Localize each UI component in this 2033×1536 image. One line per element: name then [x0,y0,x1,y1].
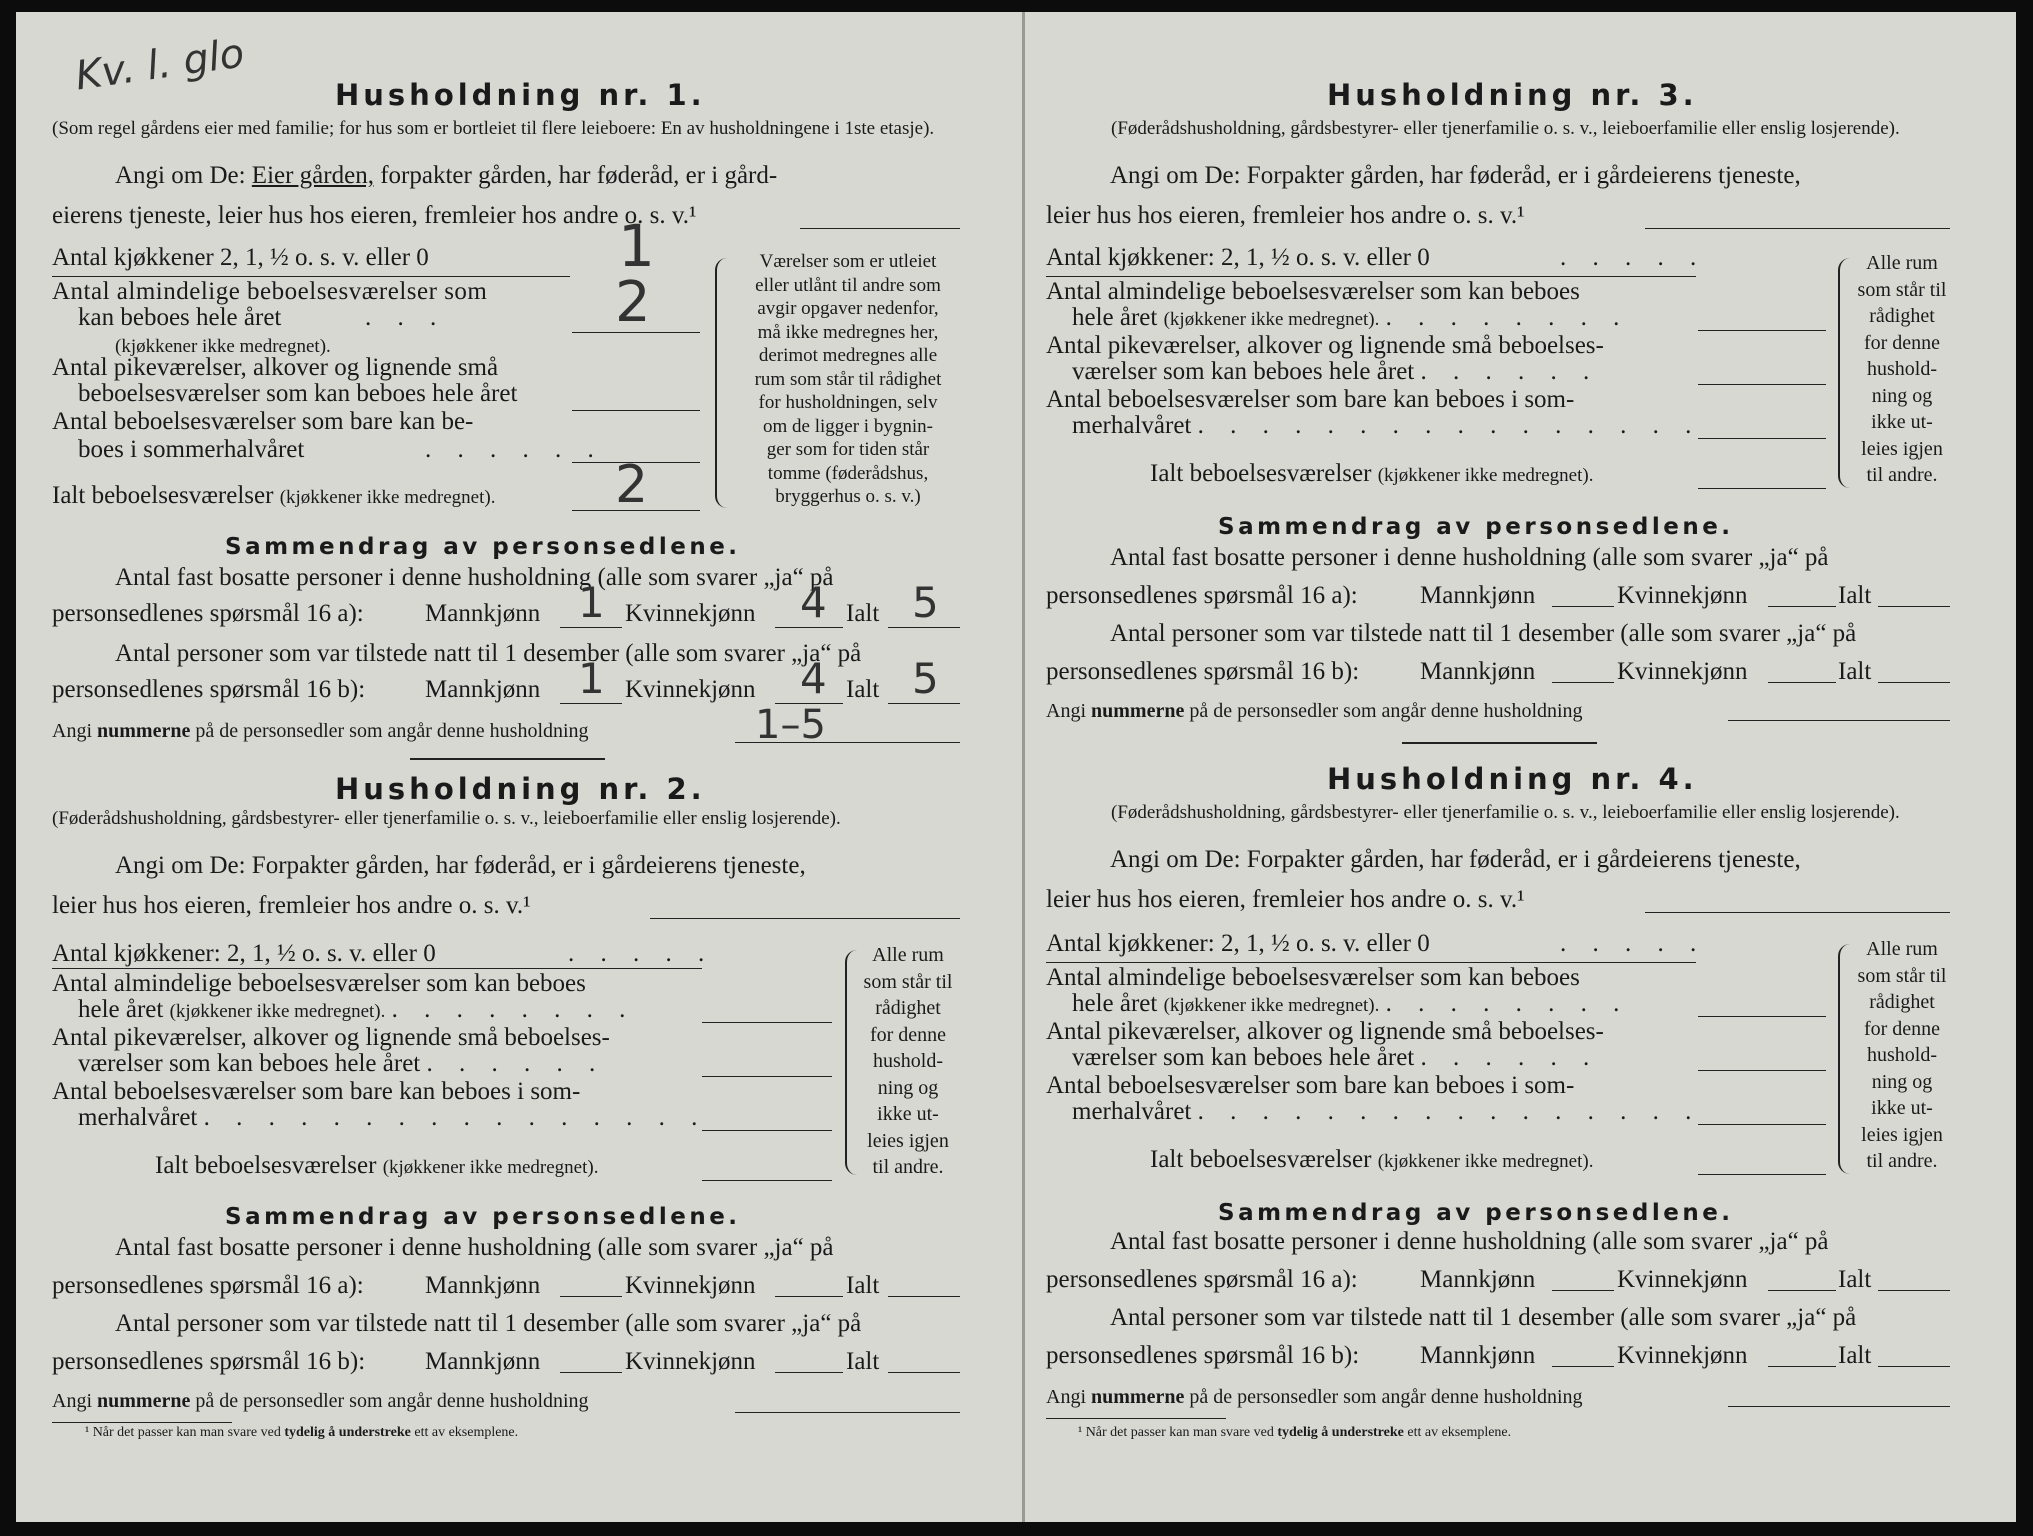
h3-side-line: til andre. [1866,464,1938,486]
h1-total-label [52,482,495,510]
h3-side-note [1842,250,1962,489]
h3-question-line1: Angi om De: Forpakter gården, har føderåd, er i gårdeierens tjeneste, [1110,162,1801,189]
h2-side-note [848,942,968,1181]
h3-resident-label-a: Antal fast bosatte personer i denne husholdning (alle som svarer „ja“ på [1110,544,1829,571]
h2-resident-male-label: Mannkjønn [425,1272,541,1299]
h3-note: (Føderådshusholdning, gårdsbestyrer- eller tjenerfamilie o. s. v., leieboerfamilie eller enslig losjerende). [1111,118,1900,139]
h2-note: (Føderådshusholdning, gårdsbestyrer- eller tjenerfamilie o. s. v., leieboerfamilie eller enslig losjerende). [52,808,841,829]
h4-question-line2: leier hus hos eieren, fremleier hos andre o. s. v.¹ [1046,886,1525,913]
h3-present-label-a: Antal personer som var tilstede natt til 1 desember (alle som svarer „ja“ på [1110,620,1857,647]
h1-rooms-label-c: (kjøkkener ikke medregnet). [115,336,331,357]
h4-maid-rooms-label-a: Antal pikeværelser, alkover og lignende små beboelses- [1046,1018,1604,1045]
h3-numbers-b: nummerne [1091,700,1185,722]
h1-rooms-label-b: kan beboes hele året [78,304,282,331]
h3-resident-label-b: personsedlenes spørsmål 16 a): [1046,582,1358,609]
h3-summer-dots: . . . . . . . . . . . . . . . . [1197,412,1702,439]
h2-present-male-line [560,1372,622,1373]
h1-maid-rooms-label-b: beboelsesværelser som kan beboes hele året [78,380,518,407]
h4-present-female-line [1768,1366,1836,1367]
footnote-left-c: ett av eksemplene. [414,1425,519,1440]
h3-numbers-c: på de personsedler som angår denne husholdning [1189,700,1583,722]
h2-side-line: ikke ut- [877,1103,939,1125]
h1-question-line2: eierens tjeneste, leier hus hos eieren, fremleier hos andre o. s. v.¹ [52,202,697,229]
h1-resident-total-label: Ialt [846,600,880,627]
h1-present-female-label: Kvinnekjønn [625,676,756,703]
h2-numbers-a: Angi [52,1390,92,1412]
h3-resident-female-label: Kvinnekjønn [1617,582,1748,609]
h2-numbers-label [52,1390,589,1413]
h4-summer-rooms-label-b [1072,1098,1701,1126]
h4-present-total-label: Ialt [1838,1342,1872,1369]
h2-rooms-c: (kjøkkener ikke medregnet). [169,1001,386,1022]
h3-maid-rooms-label-b [1072,358,1599,386]
h4-side-note [1842,936,1962,1175]
h2-question-answer-line [650,918,960,919]
h2-maid-b: værelser som kan beboes hele året [78,1050,421,1077]
h3-side-line: ning og [1871,384,1933,407]
footnote-left [85,1425,518,1441]
h4-resident-label-a: Antal fast bosatte personer i denne husholdning (alle som svarer „ja“ på [1110,1228,1829,1255]
h4-side-line: som står til [1857,964,1947,987]
h2-side-line: som står til [863,970,953,993]
h3-present-male-label: Mannkjønn [1420,658,1536,685]
h1-total-text: Ialt beboelsesværelser [52,482,274,509]
h3-total-label [1150,460,1593,488]
h2-kitchens-label: Antal kjøkkener: 2, 1, ½ o. s. v. eller 0 [52,940,436,967]
h1-resident-label-b: personsedlenes spørsmål 16 a): [52,600,364,627]
h2-resident-label-b: personsedlenes spørsmål 16 a): [52,1272,364,1299]
h4-numbers-label [1046,1386,1583,1409]
h1-resident-female-line [775,627,843,628]
h2-side-line: hushold- [873,1050,943,1072]
h1-rooms-label-a: Antal almindelige beboelsesværelser som [52,278,488,305]
h3-side-line: for denne [1863,331,1941,354]
h3-maid-dots: . . . . . . [1420,358,1600,385]
h3-end-rule [1402,742,1597,744]
h3-summary-title: Sammendrag av personsedlene. [1218,514,1734,540]
h3-numbers-line [1728,720,1950,721]
h3-question-line2: leier hus hos eieren, fremleier hos andre o. s. v.¹ [1046,202,1525,229]
h2-numbers-c: på de personsedler som angår denne husholdning [195,1390,589,1412]
h4-rooms-label-b [1072,990,1629,1018]
h1-present-male-value: 1 [578,654,605,703]
h4-present-male-line [1552,1366,1614,1367]
h2-numbers-b: nummerne [97,1390,191,1412]
h3-summer-rooms-label-a: Antal beboelsesværelser som bare kan beboes i som- [1046,386,1575,413]
h1-present-total-label: Ialt [846,676,880,703]
h4-summer-b: merhalvåret [1072,1098,1192,1125]
h1-summer-rooms-label-a: Antal beboelsesværelser som bare kan be- [52,408,474,435]
h3-title: Husholdning nr. 3. [1327,78,1698,112]
h2-resident-total-label: Ialt [846,1272,880,1299]
h3-rooms-b: hele året [1072,304,1158,331]
h4-numbers-line [1728,1406,1950,1407]
h2-side-line: til andre. [872,1156,944,1178]
h4-summer-rooms-label-a: Antal beboelsesværelser som bare kan beboes i som- [1046,1072,1575,1099]
h2-resident-female-line [775,1296,843,1297]
h4-total-line [1698,1174,1826,1175]
h2-title: Husholdning nr. 2. [335,772,706,806]
h1-side-line: for husholdningen, selv [758,392,938,413]
h1-numbers-c: på de personsedler som angår denne husholdning [195,720,589,742]
h3-maid-rooms-line [1698,384,1826,385]
h4-rooms-label-a: Antal almindelige beboelsesværelser som kan beboes [1046,964,1580,991]
h1-kitchens-value: 1 [618,212,655,280]
h3-resident-male-line [1552,606,1614,607]
h2-kitchens-dots: . . . . . [568,940,715,967]
footnote-right-c: ett av eksemplene. [1407,1425,1512,1440]
h2-side-line: leies igjen [867,1129,949,1152]
h2-present-male-label: Mannkjønn [425,1348,541,1375]
h1-resident-total-value: 5 [912,578,939,627]
h3-present-female-label: Kvinnekjønn [1617,658,1748,685]
h1-present-label-a: Antal personer som var tilstede natt til 1 desember (alle som svarer „ja“ på [115,640,862,667]
h3-side-line: som står til [1857,278,1947,301]
h2-side-line: ning og [877,1076,939,1099]
h3-present-label-b: personsedlenes spørsmål 16 b): [1046,658,1360,685]
h1-resident-female-value: 4 [800,578,827,627]
h1-side-line: bryggerhus o. s. v.) [775,486,921,507]
h3-maid-rooms-label-a: Antal pikeværelser, alkover og lignende små beboelses- [1046,332,1604,359]
h1-rooms-dots: . . . [365,304,447,331]
h4-numbers-a: Angi [1046,1386,1086,1408]
h2-summer-rooms-line [702,1130,832,1131]
h1-resident-label-a: Antal fast bosatte personer i denne husholdning (alle som svarer „ja“ på [115,564,834,591]
h4-rooms-dots: . . . . . . . . [1385,990,1630,1017]
h2-summer-rooms-label-b [78,1104,707,1132]
h1-kitchens-label: Antal kjøkkener 2, 1, ½ o. s. v. eller 0 [52,244,429,271]
h4-resident-label-b: personsedlenes spørsmål 16 a): [1046,1266,1358,1293]
h1-resident-total-line [888,627,960,628]
h1-rooms-value: 2 [615,270,651,335]
footnote-left-b: tydelig å understreke [284,1425,411,1440]
h4-present-label-b: personsedlenes spørsmål 16 b): [1046,1342,1360,1369]
h4-side-line: hushold- [1867,1044,1937,1066]
h4-present-total-line [1878,1366,1950,1367]
h3-rooms-label-a: Antal almindelige beboelsesværelser som kan beboes [1046,278,1580,305]
h1-kitchens-line [52,276,570,277]
handwritten-note: Kv. l. glo [72,30,247,100]
h4-side-line: Alle rum [1866,938,1938,960]
h4-total-label [1150,1146,1593,1174]
h4-title: Husholdning nr. 4. [1327,762,1698,796]
h3-present-total-label: Ialt [1838,658,1872,685]
h3-rooms-c: (kjøkkener ikke medregnet). [1163,309,1380,330]
h2-numbers-line [735,1412,960,1413]
h1-resident-male-value: 1 [578,578,605,627]
h3-side-line: Alle rum [1866,252,1938,274]
h1-present-label-b: personsedlenes spørsmål 16 b): [52,676,366,703]
h4-resident-male-line [1552,1290,1614,1291]
h4-present-label-a: Antal personer som var tilstede natt til 1 desember (alle som svarer „ja“ på [1110,1304,1857,1331]
h4-maid-dots: . . . . . . [1420,1044,1600,1071]
h4-kitchens-label: Antal kjøkkener: 2, 1, ½ o. s. v. eller 0 [1046,930,1430,957]
h1-maid-rooms-label-a: Antal pikeværelser, alkover og lignende små [52,354,499,381]
h4-question-answer-line [1645,912,1950,913]
h1-side-line: eller utlånt til andre som [755,274,941,296]
h1-side-line: rum som står til rådighet [754,368,942,390]
h4-resident-female-line [1768,1290,1836,1291]
h2-maid-rooms-label-b [78,1050,605,1078]
h3-present-total-line [1878,682,1950,683]
h1-end-rule [410,758,605,760]
footnote-right-b: tydelig å understreke [1277,1425,1404,1440]
h1-question-b: forpakter gården, har føderåd, er i gård- [380,162,778,189]
h4-maid-b: værelser som kan beboes hele året [1072,1044,1415,1071]
h2-maid-rooms-line [702,1076,832,1077]
h2-summer-rooms-label-a: Antal beboelsesværelser som bare kan beboes i som- [52,1078,581,1105]
h2-summer-b: merhalvåret [78,1104,198,1131]
h4-resident-total-line [1878,1290,1950,1291]
h4-maid-rooms-line [1698,1070,1826,1071]
h2-question-line1: Angi om De: Forpakter gården, har føderåd, er i gårdeierens tjeneste, [115,852,806,879]
h2-resident-female-label: Kvinnekjønn [625,1272,756,1299]
h1-side-line: avgir opgaver nedenfor, [757,298,939,319]
h1-present-male-line [560,703,622,704]
h2-resident-total-line [888,1296,960,1297]
h1-question-answer-line [800,228,960,229]
h2-rooms-dots: . . . . . . . . [391,996,636,1023]
h4-resident-male-label: Mannkjønn [1420,1266,1536,1293]
h4-side-line: ning og [1871,1070,1933,1093]
h2-present-female-label: Kvinnekjønn [625,1348,756,1375]
h2-resident-male-line [560,1296,622,1297]
h1-question-underlined: Eier gården, [251,162,374,189]
h3-side-line: rådighet [1869,305,1935,327]
h3-side-line: leies igjen [1861,437,1943,460]
h4-total-text: Ialt beboelsesværelser [1150,1146,1372,1173]
h4-note: (Føderådshusholdning, gårdsbestyrer- eller tjenerfamilie o. s. v., leieboerfamilie eller enslig losjerende). [1111,802,1900,823]
h1-side-line: om de ligger i bygnin- [763,415,933,437]
h4-question-line1: Angi om De: Forpakter gården, har føderåd, er i gårdeierens tjeneste, [1110,846,1801,873]
h2-total-label [155,1152,598,1180]
h1-resident-male-label: Mannkjønn [425,600,541,627]
h3-total-line [1698,488,1826,489]
h2-side-line: Alle rum [872,944,944,966]
h2-total-note: (kjøkkener ikke medregnet). [382,1157,599,1178]
h1-side-line: tomme (føderådshus, [767,462,929,484]
footnote-right-rule [1046,1418,1226,1419]
h1-summer-rooms-label-b: boes i sommerhalvåret [78,436,305,463]
h4-present-male-label: Mannkjønn [1420,1342,1536,1369]
h3-resident-male-label: Mannkjønn [1420,582,1536,609]
h4-side-line: ikke ut- [1871,1097,1933,1119]
h3-side-line: hushold- [1867,358,1937,380]
h3-question-answer-line [1645,228,1950,229]
h2-rooms-line [702,1022,832,1023]
h1-summer-rooms-dots: . . . . . . [425,436,604,463]
h1-side-brace [715,258,727,508]
h2-summer-dots: . . . . . . . . . . . . . . . . [203,1104,708,1131]
h1-side-line: Værelser som er utleiet [759,251,937,272]
h2-summary-title: Sammendrag av personsedlene. [225,1204,741,1230]
h3-resident-total-label: Ialt [1838,582,1872,609]
h3-present-male-line [1552,682,1614,683]
h2-maid-rooms-label-a: Antal pikeværelser, alkover og lignende små beboelses- [52,1024,610,1051]
h1-summary-title: Sammendrag av personsedlene. [225,534,741,560]
h1-maid-rooms-line [572,410,700,411]
h3-side-line: ikke ut- [1871,411,1933,433]
footnote-right-a: ¹ Når det passer kan man svare ved [1078,1425,1274,1440]
h3-present-female-line [1768,682,1836,683]
h4-kitchens-line [1046,962,1696,963]
h2-present-label-a: Antal personer som var tilstede natt til 1 desember (alle som svarer „ja“ på [115,1310,862,1337]
footnote-left-a: ¹ Når det passer kan man svare ved [85,1425,281,1440]
h1-present-total-line [888,703,960,704]
h1-title: Husholdning nr. 1. [335,78,706,112]
footnote-left-rule [52,1422,232,1423]
h3-total-note: (kjøkkener ikke medregnet). [1377,465,1594,486]
h3-total-text: Ialt beboelsesværelser [1150,460,1372,487]
h2-resident-label-a: Antal fast bosatte personer i denne husholdning (alle som svarer „ja“ på [115,1234,834,1261]
h4-total-note: (kjøkkener ikke medregnet). [1377,1151,1594,1172]
h2-side-line: for denne [869,1023,947,1046]
h1-side-line: ger som for tiden står [766,439,930,460]
h1-numbers-value: 1–5 [755,702,826,748]
h3-resident-female-line [1768,606,1836,607]
h4-side-line: leies igjen [1861,1123,1943,1146]
h3-kitchens-label: Antal kjøkkener: 2, 1, ½ o. s. v. eller 0 [1046,244,1430,271]
h3-summer-b: merhalvåret [1072,412,1192,439]
h1-question-a: Angi om De: [115,162,246,189]
h1-resident-female-label: Kvinnekjønn [625,600,756,627]
h4-numbers-c: på de personsedler som angår denne husholdning [1189,1386,1583,1408]
h4-resident-female-label: Kvinnekjønn [1617,1266,1748,1293]
h2-total-line [702,1180,832,1181]
h3-summer-rooms-label-b [1072,412,1701,440]
h2-total-text: Ialt beboelsesværelser [155,1152,377,1179]
h2-maid-dots: . . . . . . [426,1050,606,1077]
h3-rooms-dots: . . . . . . . . [1385,304,1630,331]
h4-summer-rooms-line [1698,1124,1826,1125]
h2-rooms-b: hele året [78,996,164,1023]
footnote-right [1078,1425,1511,1441]
h2-present-total-label: Ialt [846,1348,880,1375]
h1-numbers-label [52,720,589,743]
h4-summary-title: Sammendrag av personsedlene. [1218,1200,1734,1226]
h4-rooms-b: hele året [1072,990,1158,1017]
h1-numbers-b: nummerne [97,720,191,742]
h1-total-value: 2 [615,455,649,515]
h1-total-note: (kjøkkener ikke medregnet). [279,487,496,508]
h2-present-total-line [888,1372,960,1373]
h3-rooms-line [1698,330,1826,331]
h3-numbers-label [1046,700,1583,723]
h2-present-female-line [775,1372,843,1373]
h1-side-line: derimot medregnes alle [758,345,938,366]
h1-numbers-a: Angi [52,720,92,742]
h1-question-line1 [115,162,777,190]
h4-rooms-c: (kjøkkener ikke medregnet). [1163,995,1380,1016]
h2-rooms-label-b [78,996,635,1024]
h3-maid-b: værelser som kan beboes hele året [1072,358,1415,385]
h3-kitchens-line [1046,276,1696,277]
h2-present-label-b: personsedlenes spørsmål 16 b): [52,1348,366,1375]
h3-numbers-a: Angi [1046,700,1086,722]
h2-rooms-label-a: Antal almindelige beboelsesværelser som kan beboes [52,970,586,997]
h3-rooms-label-b [1072,304,1629,332]
h4-maid-rooms-label-b [1072,1044,1599,1072]
h1-note: (Som regel gårdens eier med familie; for hus som er bortleiet til flere leieboere: En av husholdningene i 1ste etasje). [52,118,935,139]
h1-resident-male-line [560,627,622,628]
h1-present-female-value: 4 [800,654,827,703]
h3-resident-total-line [1878,606,1950,607]
h2-side-line: rådighet [875,997,941,1019]
h1-present-male-label: Mannkjønn [425,676,541,703]
h4-side-line: til andre. [1866,1150,1938,1172]
h4-numbers-b: nummerne [1091,1386,1185,1408]
h4-present-female-label: Kvinnekjønn [1617,1342,1748,1369]
h4-side-line: for denne [1863,1017,1941,1040]
h4-kitchens-dots: . . . . . [1560,930,1707,957]
h4-summer-dots: . . . . . . . . . . . . . . . . [1197,1098,1702,1125]
h3-kitchens-dots: . . . . . [1560,244,1707,271]
page-fold [1022,12,1025,1522]
h1-present-total-value: 5 [912,654,939,703]
h4-rooms-line [1698,1016,1826,1017]
h2-question-line2: leier hus hos eieren, fremleier hos andre o. s. v.¹ [52,892,531,919]
h3-summer-rooms-line [1698,438,1826,439]
h4-resident-total-label: Ialt [1838,1266,1872,1293]
h2-kitchens-line [52,968,702,969]
h1-side-line: må ikke medregnes her, [757,321,939,343]
h4-side-line: rådighet [1869,991,1935,1013]
h1-side-note [728,250,968,509]
